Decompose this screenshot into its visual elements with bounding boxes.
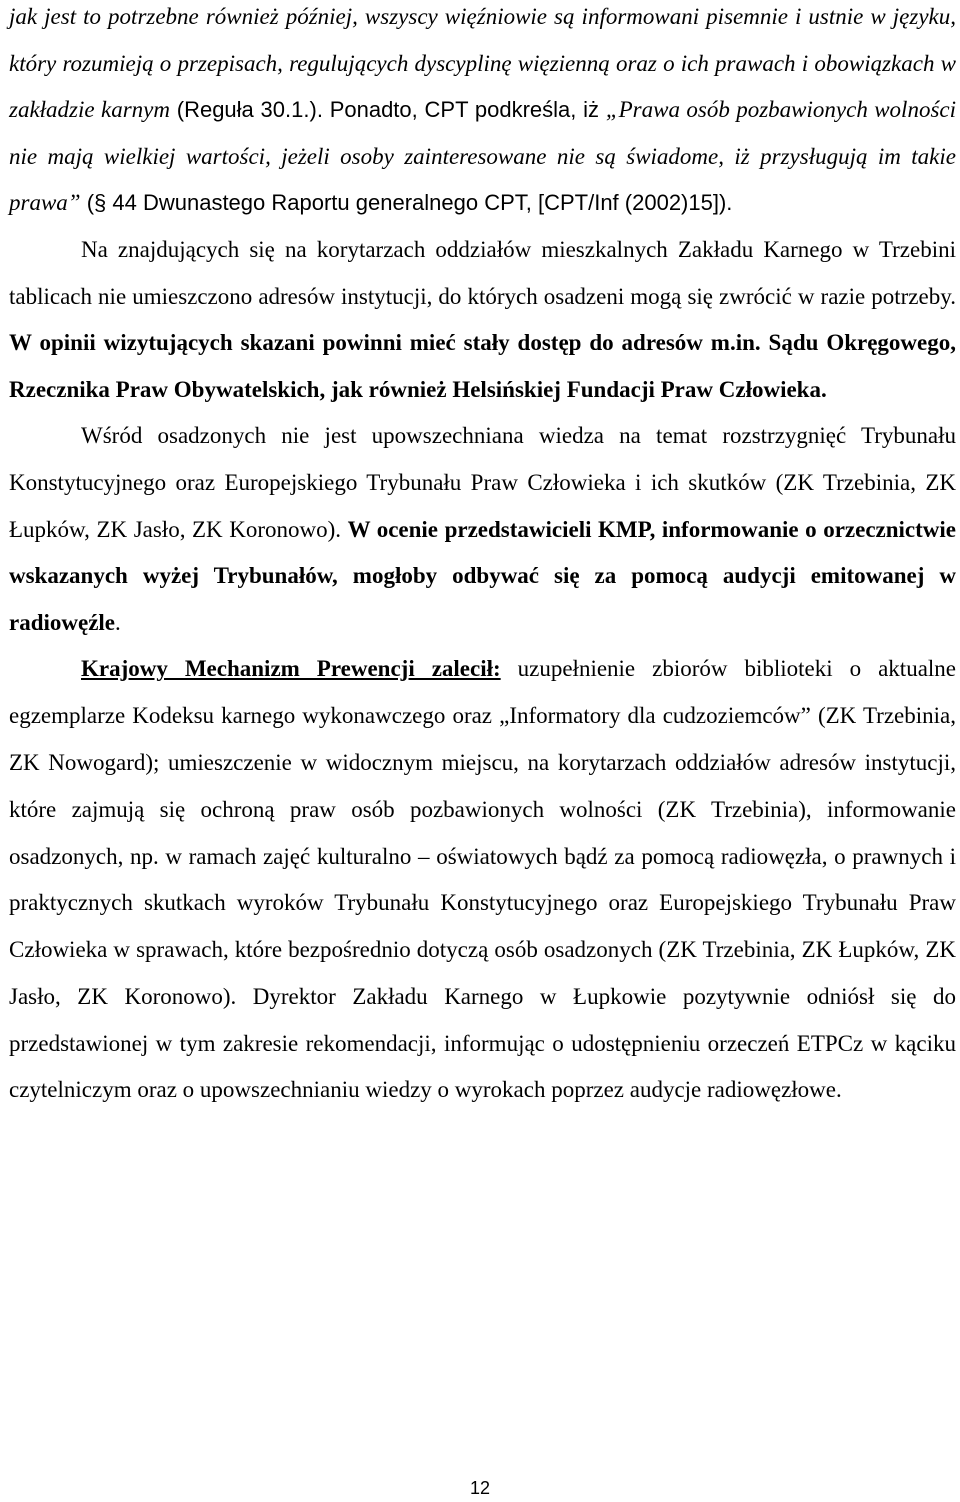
paragraph-kmp-recommendations — [9, 646, 956, 1114]
tribunal-finding-text: Wśród osadzonych nie jest upowszechniana wiedza na temat rozstrzygnięć Trybunału Konstytucyjnego oraz Europejskiego Trybunału Praw Człowieka i ich skutków (ZK Trzebinia, ZK Łupków, ZK Jasło, ZK Koronowo). — [9, 423, 956, 542]
kmp-recommended-heading: Krajowy Mechanizm Prewencji zalecił: — [81, 656, 501, 682]
cpt-report-citation: (§ 44 Dwunastego Raportu generalnego CPT, [CPT/Inf (2002)15]). — [80, 190, 733, 216]
quoted-rule-text: jak jest to potrzebne również później, wszyscy więźniowie są informowani pisemnie i ustnie w języku, który rozumieją o przepisach, regulujących dyscyplinę więzienną oraz o ich prawach i obowiązkach w zakładzie karnym — [9, 4, 956, 123]
document-page — [9, 0, 956, 1114]
cpt-quote-text: „Prawa osób pozbawionych wolności nie mają wielkiej wartości, jeżeli osoby zainteresowane nie są świadome, iż przysługują im takie prawa” — [9, 97, 956, 216]
paragraph-cpt-rules — [9, 0, 956, 227]
addresses-finding-text: Na znajdujących się na korytarzach oddziałów mieszkalnych Zakładu Karnego w Trzebini tablicach nie umieszczono adresów instytucji, do których osadzeni mogą się zwrócić w razie potrzeby. — [9, 236, 956, 309]
rule-reference-text: (Reguła 30.1.). Ponadto, CPT podkreśla, iż — [169, 97, 606, 123]
paragraph-tribunal-knowledge — [9, 413, 956, 646]
addresses-opinion-bold: W opinii wizytujących skazani powinni mieć stały dostęp do adresów m.in. Sądu Okręgowego, Rzecznika Praw Obywatelskich, jak również Helsińskiej Fundacji Praw Człowieka. — [9, 330, 956, 402]
page-number: 12 — [469, 1478, 491, 1498]
paragraph-addresses — [9, 227, 956, 413]
recommendations-text: uzupełnienie zbiorów biblioteki o aktualne egzemplarze Kodeksu karnego wykonawczego oraz „Informatory dla cudzoziemców” (ZK Trzebinia, ZK Nowogard); umieszczenie w widocznym miejscu, na korytarzach oddziałów adresów instytucji, które zajmują się ochroną praw osób pozbawionych wolności (ZK Trzebinia), informowanie osadzonych, np. w ramach zajęć kulturalno – oświatowych bądź za pomocą radiowęzła, o prawnych i praktycznych skutkach wyroków Trybunału Konstytucyjnego oraz Europejskiego Trybunału Praw Człowieka w sprawach, które bezpośrednio dotyczą osób osadzonych (ZK Trzebinia, ZK Łupków, ZK Jasło, ZK Koronowo). Dyrektor Zakładu Karnego w Łupkowie pozytywnie odniósł się do przedstawionej w tym zakresie rekomendacji, informując o udostępnieniu orzeczeń ETPCz w kąciku czytelniczym oraz o upowszechnianiu wiedzy o wyrokach poprzez audycje radiowęzłowe. — [9, 656, 956, 1103]
period-text: . — [115, 609, 121, 635]
kmp-assessment-bold: W ocenie przedstawicieli KMP, informowanie o orzecznictwie wskazanych wyżej Trybunałów, mogłoby odbywać się za pomocą audycji emitowanej w radiowęźle — [9, 516, 956, 635]
